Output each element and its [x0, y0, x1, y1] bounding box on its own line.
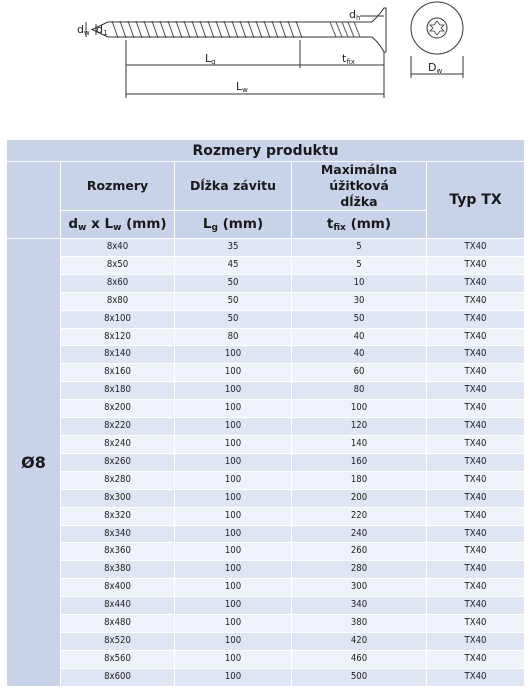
cell-tx: TX40 — [427, 435, 525, 453]
cell-dimensions: 8x60 — [61, 274, 175, 292]
header-max-useful-length — [292, 162, 427, 211]
header-max-useful-length-text: Maximálna úžitková dĺžka — [320, 162, 398, 209]
label-dh: dh — [349, 8, 361, 22]
cell-thread-length: 100 — [175, 632, 292, 650]
cell-tx: TX40 — [427, 489, 525, 507]
cell-thread-length: 100 — [175, 507, 292, 525]
cell-tfix: 10 — [292, 274, 427, 292]
cell-tfix: 5 — [292, 239, 427, 257]
unit-tfix-sub: fix — [333, 223, 346, 233]
cell-dimensions: 8x600 — [61, 668, 175, 686]
cell-thread-length: 100 — [175, 489, 292, 507]
cell-thread-length: 100 — [175, 418, 292, 436]
cell-tx: TX40 — [427, 525, 525, 543]
cell-tx: TX40 — [427, 364, 525, 382]
cell-tfix: 60 — [292, 364, 427, 382]
table-row — [7, 525, 525, 543]
cell-thread-length: 100 — [175, 561, 292, 579]
cell-tfix: 200 — [292, 489, 427, 507]
cell-thread-length: 50 — [175, 274, 292, 292]
cell-thread-length: 100 — [175, 579, 292, 597]
table-row — [7, 239, 525, 257]
cell-tfix: 30 — [292, 292, 427, 310]
cell-dimensions: 8x220 — [61, 418, 175, 436]
label-dw: dw — [77, 23, 90, 37]
unit-tfix: t — [326, 216, 334, 232]
table-row — [7, 632, 525, 650]
diameter-label: Ø8 — [7, 239, 61, 687]
table-row — [7, 471, 525, 489]
cell-dimensions: 8x360 — [61, 543, 175, 561]
cell-tx: TX40 — [427, 256, 525, 274]
unit-lw-sub: w — [113, 223, 122, 233]
table-row — [7, 597, 525, 615]
cell-tx: TX40 — [427, 650, 525, 668]
cell-thread-length: 100 — [175, 615, 292, 633]
cell-tfix: 40 — [292, 328, 427, 346]
cell-tfix: 340 — [292, 597, 427, 615]
cell-tx: TX40 — [427, 453, 525, 471]
table-row — [7, 382, 525, 400]
table-row — [7, 543, 525, 561]
header-tx-type: Typ TX — [427, 162, 525, 239]
cell-dimensions: 8x480 — [61, 615, 175, 633]
screw-drawing-svg — [0, 0, 530, 130]
cell-thread-length: 45 — [175, 256, 292, 274]
cell-tx: TX40 — [427, 274, 525, 292]
table-row — [7, 292, 525, 310]
cell-thread-length: 100 — [175, 543, 292, 561]
cell-thread-length: 80 — [175, 328, 292, 346]
cell-tfix: 220 — [292, 507, 427, 525]
unit-mm-3: (mm) — [345, 216, 392, 232]
cell-dimensions: 8x520 — [61, 632, 175, 650]
label-Dw: Dw — [428, 61, 443, 75]
torx-icon — [430, 21, 444, 35]
cell-tfix: 160 — [292, 453, 427, 471]
table-row — [7, 561, 525, 579]
cell-dimensions: 8x50 — [61, 256, 175, 274]
cell-thread-length: 50 — [175, 292, 292, 310]
cell-dimensions: 8x120 — [61, 328, 175, 346]
cell-dimensions: 8x40 — [61, 239, 175, 257]
cell-dimensions: 8x240 — [61, 435, 175, 453]
table-row — [7, 364, 525, 382]
cell-tx: TX40 — [427, 382, 525, 400]
header-blank — [7, 162, 61, 239]
table-body — [7, 239, 525, 687]
cell-tfix: 40 — [292, 346, 427, 364]
table-row — [7, 274, 525, 292]
cell-tx: TX40 — [427, 597, 525, 615]
unit-thread-length — [175, 211, 292, 239]
cell-tfix: 50 — [292, 310, 427, 328]
cell-tfix: 5 — [292, 256, 427, 274]
cell-tx: TX40 — [427, 346, 525, 364]
unit-lg-sub: g — [211, 223, 218, 233]
table-row — [7, 650, 525, 668]
table-row — [7, 400, 525, 418]
cell-thread-length: 100 — [175, 435, 292, 453]
cell-tfix: 100 — [292, 400, 427, 418]
table-row — [7, 668, 525, 686]
cell-tfix: 380 — [292, 615, 427, 633]
cell-dimensions: 8x200 — [61, 400, 175, 418]
table-row — [7, 579, 525, 597]
cell-dimensions: 8x80 — [61, 292, 175, 310]
table-row — [7, 615, 525, 633]
cell-thread-length: 35 — [175, 239, 292, 257]
unit-dw: d — [68, 216, 79, 232]
table-row — [7, 418, 525, 436]
header-dimensions: Rozmery — [61, 162, 175, 211]
cell-tx: TX40 — [427, 310, 525, 328]
cell-tx: TX40 — [427, 579, 525, 597]
table-row — [7, 489, 525, 507]
cell-tfix: 140 — [292, 435, 427, 453]
cell-tx: TX40 — [427, 668, 525, 686]
cell-dimensions: 8x560 — [61, 650, 175, 668]
unit-lg: L — [202, 216, 212, 232]
table-row — [7, 453, 525, 471]
cell-tx: TX40 — [427, 328, 525, 346]
cell-tx: TX40 — [427, 507, 525, 525]
cell-tx: TX40 — [427, 400, 525, 418]
table-row — [7, 435, 525, 453]
cell-thread-length: 100 — [175, 668, 292, 686]
cell-tfix: 120 — [292, 418, 427, 436]
cell-dimensions: 8x280 — [61, 471, 175, 489]
cell-dimensions: 8x400 — [61, 579, 175, 597]
table-row — [7, 256, 525, 274]
cell-tfix: 300 — [292, 579, 427, 597]
unit-dimensions — [61, 211, 175, 239]
cell-tx: TX40 — [427, 239, 525, 257]
cell-dimensions: 8x180 — [61, 382, 175, 400]
cell-dimensions: 8x300 — [61, 489, 175, 507]
cell-tx: TX40 — [427, 615, 525, 633]
cell-tfix: 180 — [292, 471, 427, 489]
table-row — [7, 346, 525, 364]
cell-tfix: 500 — [292, 668, 427, 686]
cell-tx: TX40 — [427, 418, 525, 436]
cell-tfix: 420 — [292, 632, 427, 650]
cell-tx: TX40 — [427, 471, 525, 489]
cell-tx: TX40 — [427, 561, 525, 579]
cell-dimensions: 8x440 — [61, 597, 175, 615]
cell-thread-length: 100 — [175, 364, 292, 382]
cell-dimensions: 8x260 — [61, 453, 175, 471]
cell-thread-length: 100 — [175, 471, 292, 489]
cell-dimensions: 8x380 — [61, 561, 175, 579]
cell-tx: TX40 — [427, 543, 525, 561]
cell-tfix: 260 — [292, 543, 427, 561]
unit-mm-2: (mm) — [217, 216, 264, 232]
unit-mm-1: (mm) — [121, 216, 167, 232]
cell-tfix: 240 — [292, 525, 427, 543]
unit-dw-sub: w — [78, 223, 87, 233]
table-title: Rozmery produktu — [7, 140, 525, 162]
cell-thread-length: 100 — [175, 400, 292, 418]
table-row — [7, 328, 525, 346]
cell-tfix: 80 — [292, 382, 427, 400]
cell-dimensions: 8x140 — [61, 346, 175, 364]
cell-tx: TX40 — [427, 632, 525, 650]
cell-thread-length: 100 — [175, 453, 292, 471]
label-lg: Lg — [205, 52, 216, 66]
table-row — [7, 507, 525, 525]
cell-dimensions: 8x100 — [61, 310, 175, 328]
unit-lw: x L — [86, 216, 114, 232]
cell-thread-length: 100 — [175, 525, 292, 543]
cell-tfix: 460 — [292, 650, 427, 668]
cell-thread-length: 100 — [175, 382, 292, 400]
cell-dimensions: 8x340 — [61, 525, 175, 543]
cell-thread-length: 100 — [175, 346, 292, 364]
label-d1: d1 — [96, 23, 108, 37]
cell-dimensions: 8x160 — [61, 364, 175, 382]
header-thread-length: Dĺžka závitu — [175, 162, 292, 211]
cell-thread-length: 100 — [175, 597, 292, 615]
cell-thread-length: 100 — [175, 650, 292, 668]
cell-tfix: 280 — [292, 561, 427, 579]
cell-tx: TX40 — [427, 292, 525, 310]
label-tfix: tfix — [342, 52, 355, 66]
product-dimensions-table — [6, 139, 525, 687]
unit-max-useful-length — [292, 211, 427, 239]
screw-technical-drawing — [0, 0, 530, 130]
cell-thread-length: 50 — [175, 310, 292, 328]
cell-dimensions: 8x320 — [61, 507, 175, 525]
table-row — [7, 310, 525, 328]
label-lw: Lw — [236, 80, 248, 94]
